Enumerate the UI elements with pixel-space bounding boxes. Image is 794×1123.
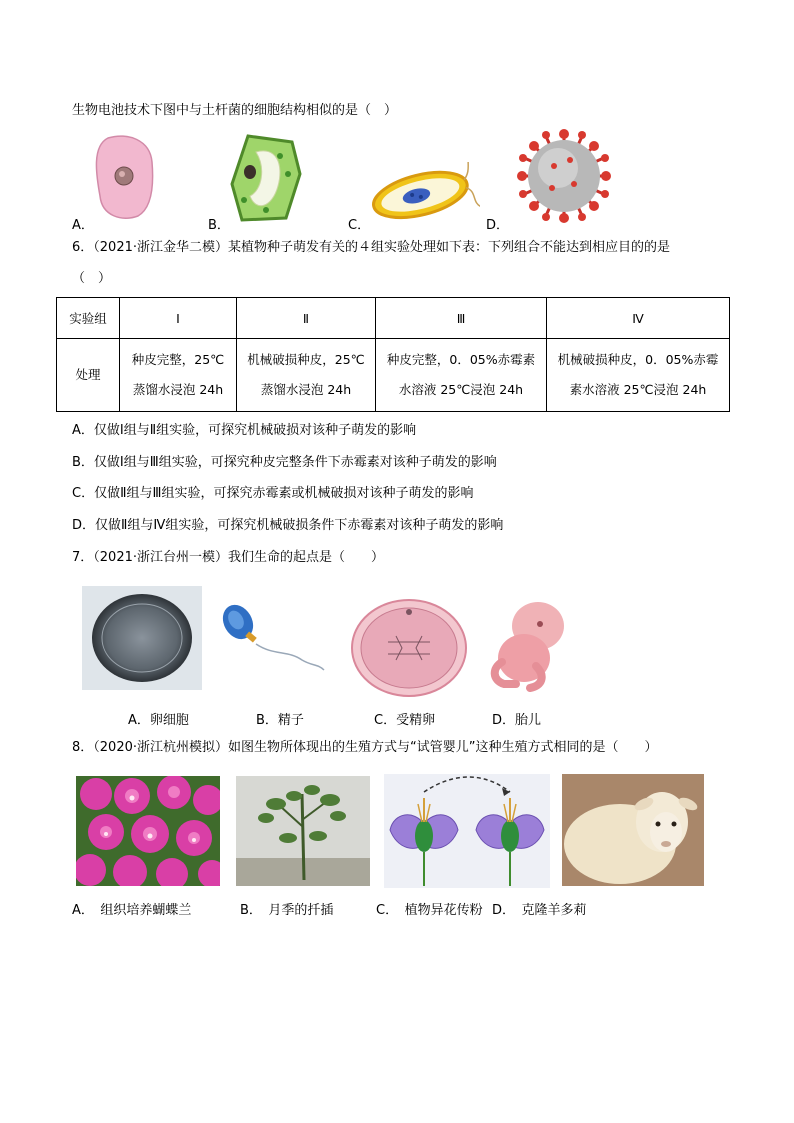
table-header-cell: Ⅰ [120,298,237,339]
virus-image [514,126,614,226]
table-cell-line: 水溶液 25℃浸泡 24h [398,382,524,397]
table-header-cell: Ⅲ [376,298,547,339]
table-cell-line: 蒸馏水浸泡 24h [260,382,352,397]
fetus-image [482,596,574,692]
table-cell [547,339,730,412]
q6-option-c: C．仅做Ⅱ组与Ⅲ组实验，可探究赤霉素或机械破损对该种子萌发的影响 [72,486,474,501]
dolly-sheep-image [562,774,704,886]
table-cell-line: 种皮完整，0．05%赤霉素 [386,352,536,367]
table-cell [237,339,376,412]
table-cell-line: 素水溶液 25℃浸泡 24h [569,382,707,397]
q5-option-c-label: C． [348,218,371,233]
bacterium-image [368,162,480,224]
q8-option-a-label: A． 组织培养蝴蝶兰 [72,903,192,918]
fertilized-egg-image [350,598,468,698]
q6-option-b: B．仅做Ⅰ组与Ⅲ组实验，可探究种皮完整条件下赤霉素对该种子萌发的影响 [72,455,497,470]
q6-option-a: A．仅做Ⅰ组与Ⅱ组实验，可探究机械破损对该种子萌发的影响 [72,423,417,438]
table-header-cell: Ⅱ [237,298,376,339]
table-header-row [57,298,730,339]
table-cell [120,339,237,412]
table-cell [376,339,547,412]
q8-option-c-label: C． 植物异花传粉 [376,903,483,918]
experiment-table [56,297,730,412]
q5-option-a-label: A． [72,218,94,233]
egg-cell-image [82,586,202,690]
q8-option-b-label: B． 月季的扦插 [240,903,334,918]
rose-cutting-image [236,776,370,886]
table-header-cell: Ⅳ [547,298,730,339]
q5-option-b-label: B． [208,218,230,233]
orchid-image [76,776,220,886]
q8-stem: 8．（2020·浙江杭州模拟）如图生物所体现出的生殖方式与“试管婴儿”这种生殖方式相同的是（ ） [72,740,658,755]
animal-cell-image [94,134,158,220]
q5-option-d-label: D． [486,218,510,233]
q7-stem: 7．（2021·浙江台州一模）我们生命的起点是（ ） [72,550,384,565]
q8-option-d-label: D． 克隆羊多莉 [492,903,587,918]
q7-option-d-label: D．胎儿 [492,713,542,728]
table-cell-line: 蒸馏水浸泡 24h [132,382,224,397]
table-cell-line: 种皮完整，25℃ [131,352,225,367]
table-row [57,339,730,412]
table-header-cell: 实验组 [57,298,120,339]
sperm-image [216,600,326,672]
cross-pollination-image [384,774,550,888]
q5-stem: 生物电池技术下图中与土杆菌的细胞结构相似的是（ ） [72,103,398,118]
table-cell-line: 机械破损种皮，0．05%赤霉 [557,352,719,367]
table-row-label: 处理 [57,339,120,412]
q6-stem: 6．（2021·浙江金华二模）某植物种子萌发有关的４组实验处理如下表：下列组合不能达到相应目的的是 [72,240,670,255]
q6-option-d: D．仅做Ⅱ组与Ⅳ组实验，可探究机械破损条件下赤霉素对该种子萌发的影响 [72,518,504,533]
q7-option-a-label: A．卵细胞 [128,713,189,728]
q6-answer-bracket: （ ） [72,271,112,286]
plant-cell-image [230,134,302,222]
table-cell-line: 机械破损种皮，25℃ [247,352,365,367]
q7-option-b-label: B．精子 [256,713,304,728]
q7-option-c-label: C．受精卵 [374,713,436,728]
